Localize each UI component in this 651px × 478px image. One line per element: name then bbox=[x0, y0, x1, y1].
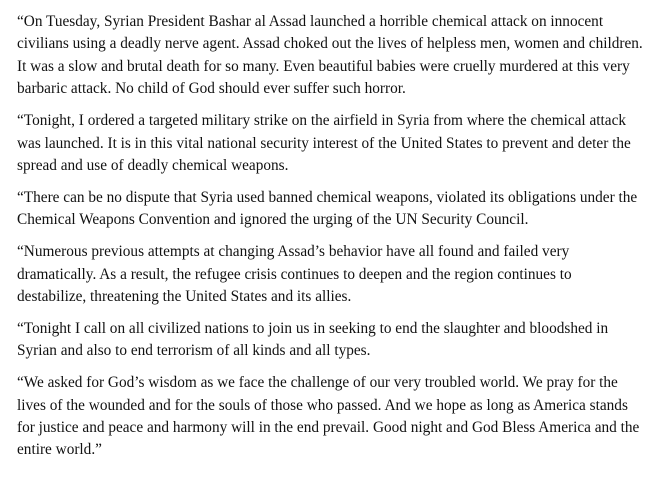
paragraph-banned-weapons: “There can be no dispute that Syria used banned chemical weapons, violated its obligations under the Chemical Weapons Convention and ignored the urging of the UN Security Council. bbox=[17, 188, 638, 229]
paragraph-closing: “We asked for God’s wisdom as we face the challenge of our very troubled world. We pray for the lives of the wounded and for the souls of those who passed. And we hope as long as America stands for justice and peace and harmony will in the end prevail. Good night and God Bless America and the entire world.” bbox=[17, 374, 640, 459]
paragraph-military-strike: “Tonight, I ordered a targeted military strike on the airfield in Syria from where the chemical attack was launched. It is in this vital national security interest of the United States to prevent and deter the spread and use of deadly chemical weapons. bbox=[17, 112, 631, 174]
paragraph-previous-attempts: “Numerous previous attempts at changing Assad’s behavior have all found and failed very dramatically. As a result, the refugee crisis continues to deepen and the region continues to destabilize, threatening the United States and its allies. bbox=[17, 243, 572, 305]
paragraph-call-on-nations: “Tonight I call on all civilized nations to join us in seeking to end the slaughter and bloodshed in Syrian and also to end terrorism of all kinds and all types. bbox=[17, 319, 609, 360]
statement-document bbox=[17, 11, 643, 471]
paragraph-chemical-attack: “On Tuesday, Syrian President Bashar al Assad launched a horrible chemical attack on innocent civilians using a deadly nerve agent. Assad choked out the lives of helpless men, women and children. It was a slow and brutal death for so many. Even beautiful babies were cruelly murdered at this very barbaric attack. No child of God should ever suffer such horror. bbox=[17, 13, 643, 98]
